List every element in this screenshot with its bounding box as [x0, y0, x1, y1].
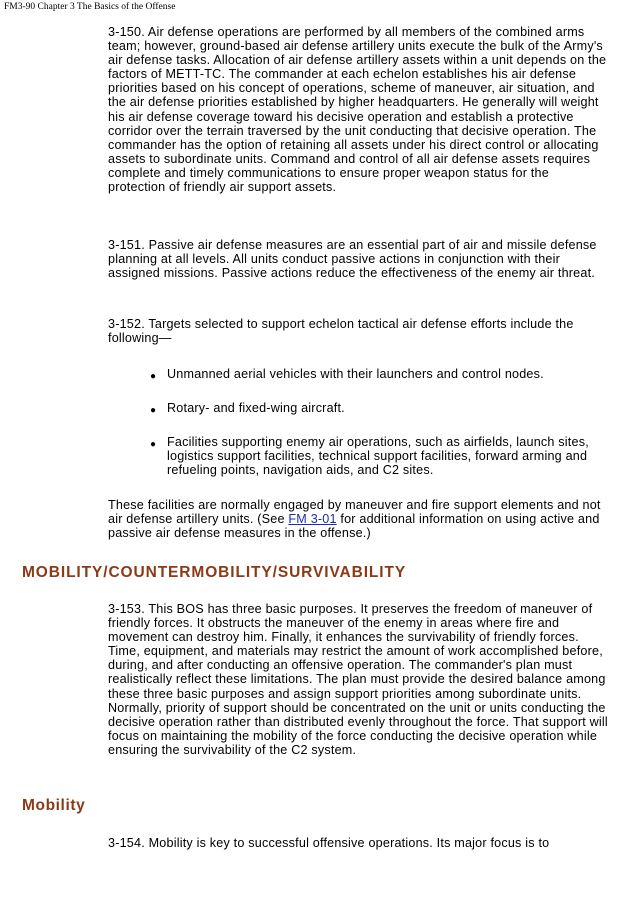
facilities-text-after: for additional information on using active and passive air defense measures in the offense.): [108, 512, 600, 541]
fm-3-01-link[interactable]: FM 3-01: [288, 512, 337, 527]
paragraph-3-152: 3-152. Targets selected to support echelon tactical air defense efforts include the following—: [108, 317, 574, 346]
list-item-text: Facilities supporting enemy air operations, such as airfields, launch sites, logistics support facilities, technical support facilities, forward arming and refueling points, navigation aids, and C2 sites.: [167, 435, 589, 478]
list-item-text: Unmanned aerial vehicles with their launchers and control nodes.: [167, 367, 544, 381]
running-header: FM3-90 Chapter 3 The Basics of the Offense: [4, 2, 176, 12]
bullet-icon: ●: [150, 439, 157, 450]
paragraph-3-153: 3-153. This BOS has three basic purposes. It preserves the freedom of maneuver of friendly forces. It obstructs the maneuver of the enemy in areas where fire and movement can destroy him. Finally, it enhances the survivability of friendly forces. Time, equipment, and materials may restrict the amount of work accomplished before, during, and after conducting an offensive operation. The commander's plan must realistically reflect these limitations. The plan must provide the desired balance among these three basic purposes and assign support priorities among subordinate units. Normally, priority of support should be concentrated on the unit or units conducting the decisive operation rather than distributed evenly throughout the force. That support will focus on maintaining the mobility of the force conducting the decisive operation while ensuring the survivability of the C2 system.: [108, 602, 608, 757]
list-item: [150, 401, 617, 415]
list-item: [150, 435, 617, 477]
paragraph-3-154: 3-154. Mobility is key to successful offensive operations. Its major focus is to: [108, 836, 550, 850]
list-item: [150, 367, 617, 381]
paragraph-3-151: 3-151. Passive air defense measures are an essential part of air and missile defense planning at all levels. All units conduct passive actions in conjunction with their assigned missions. Passive actions reduce the effectiveness of the enemy air threat.: [108, 238, 597, 281]
list-item-text: Rotary- and fixed-wing aircraft.: [167, 401, 345, 415]
paragraph-facilities: [108, 498, 608, 540]
bullet-icon: ●: [150, 405, 157, 416]
bullet-icon: ●: [150, 371, 157, 382]
section-heading-mobility-countermobility-survivability: MOBILITY/COUNTERMOBILITY/SURVIVABILITY: [22, 564, 407, 581]
subsection-heading-mobility: Mobility: [22, 797, 86, 814]
paragraph-3-150: 3-150. Air defense operations are performed by all members of the combined arms team; however, ground-based air defense artillery units execute the bulk of the Army's air defense tasks. Allocation of air defense artillery assets within a unit depends on the factors of METT-TC. The commander at each echelon establishes his air defense priorities based on his concept of operations, scheme of maneuver, air situation, and the air defense priorities established by higher headquarters. He generally will weight his air defense coverage toward his decisive operation and establish a protective corridor over the terrain traversed by the unit conducting that decisive operation. The commander has the option of retaining all assets under his direct control or allocating assets to subordinate units. Command and control of all air defense assets requires complete and timely communications to ensure proper weapon status for the protection of friendly air support assets.: [108, 25, 607, 195]
facilities-text-before: These facilities are normally engaged by maneuver and fire support elements and not air defense artillery units. (See: [108, 498, 601, 527]
